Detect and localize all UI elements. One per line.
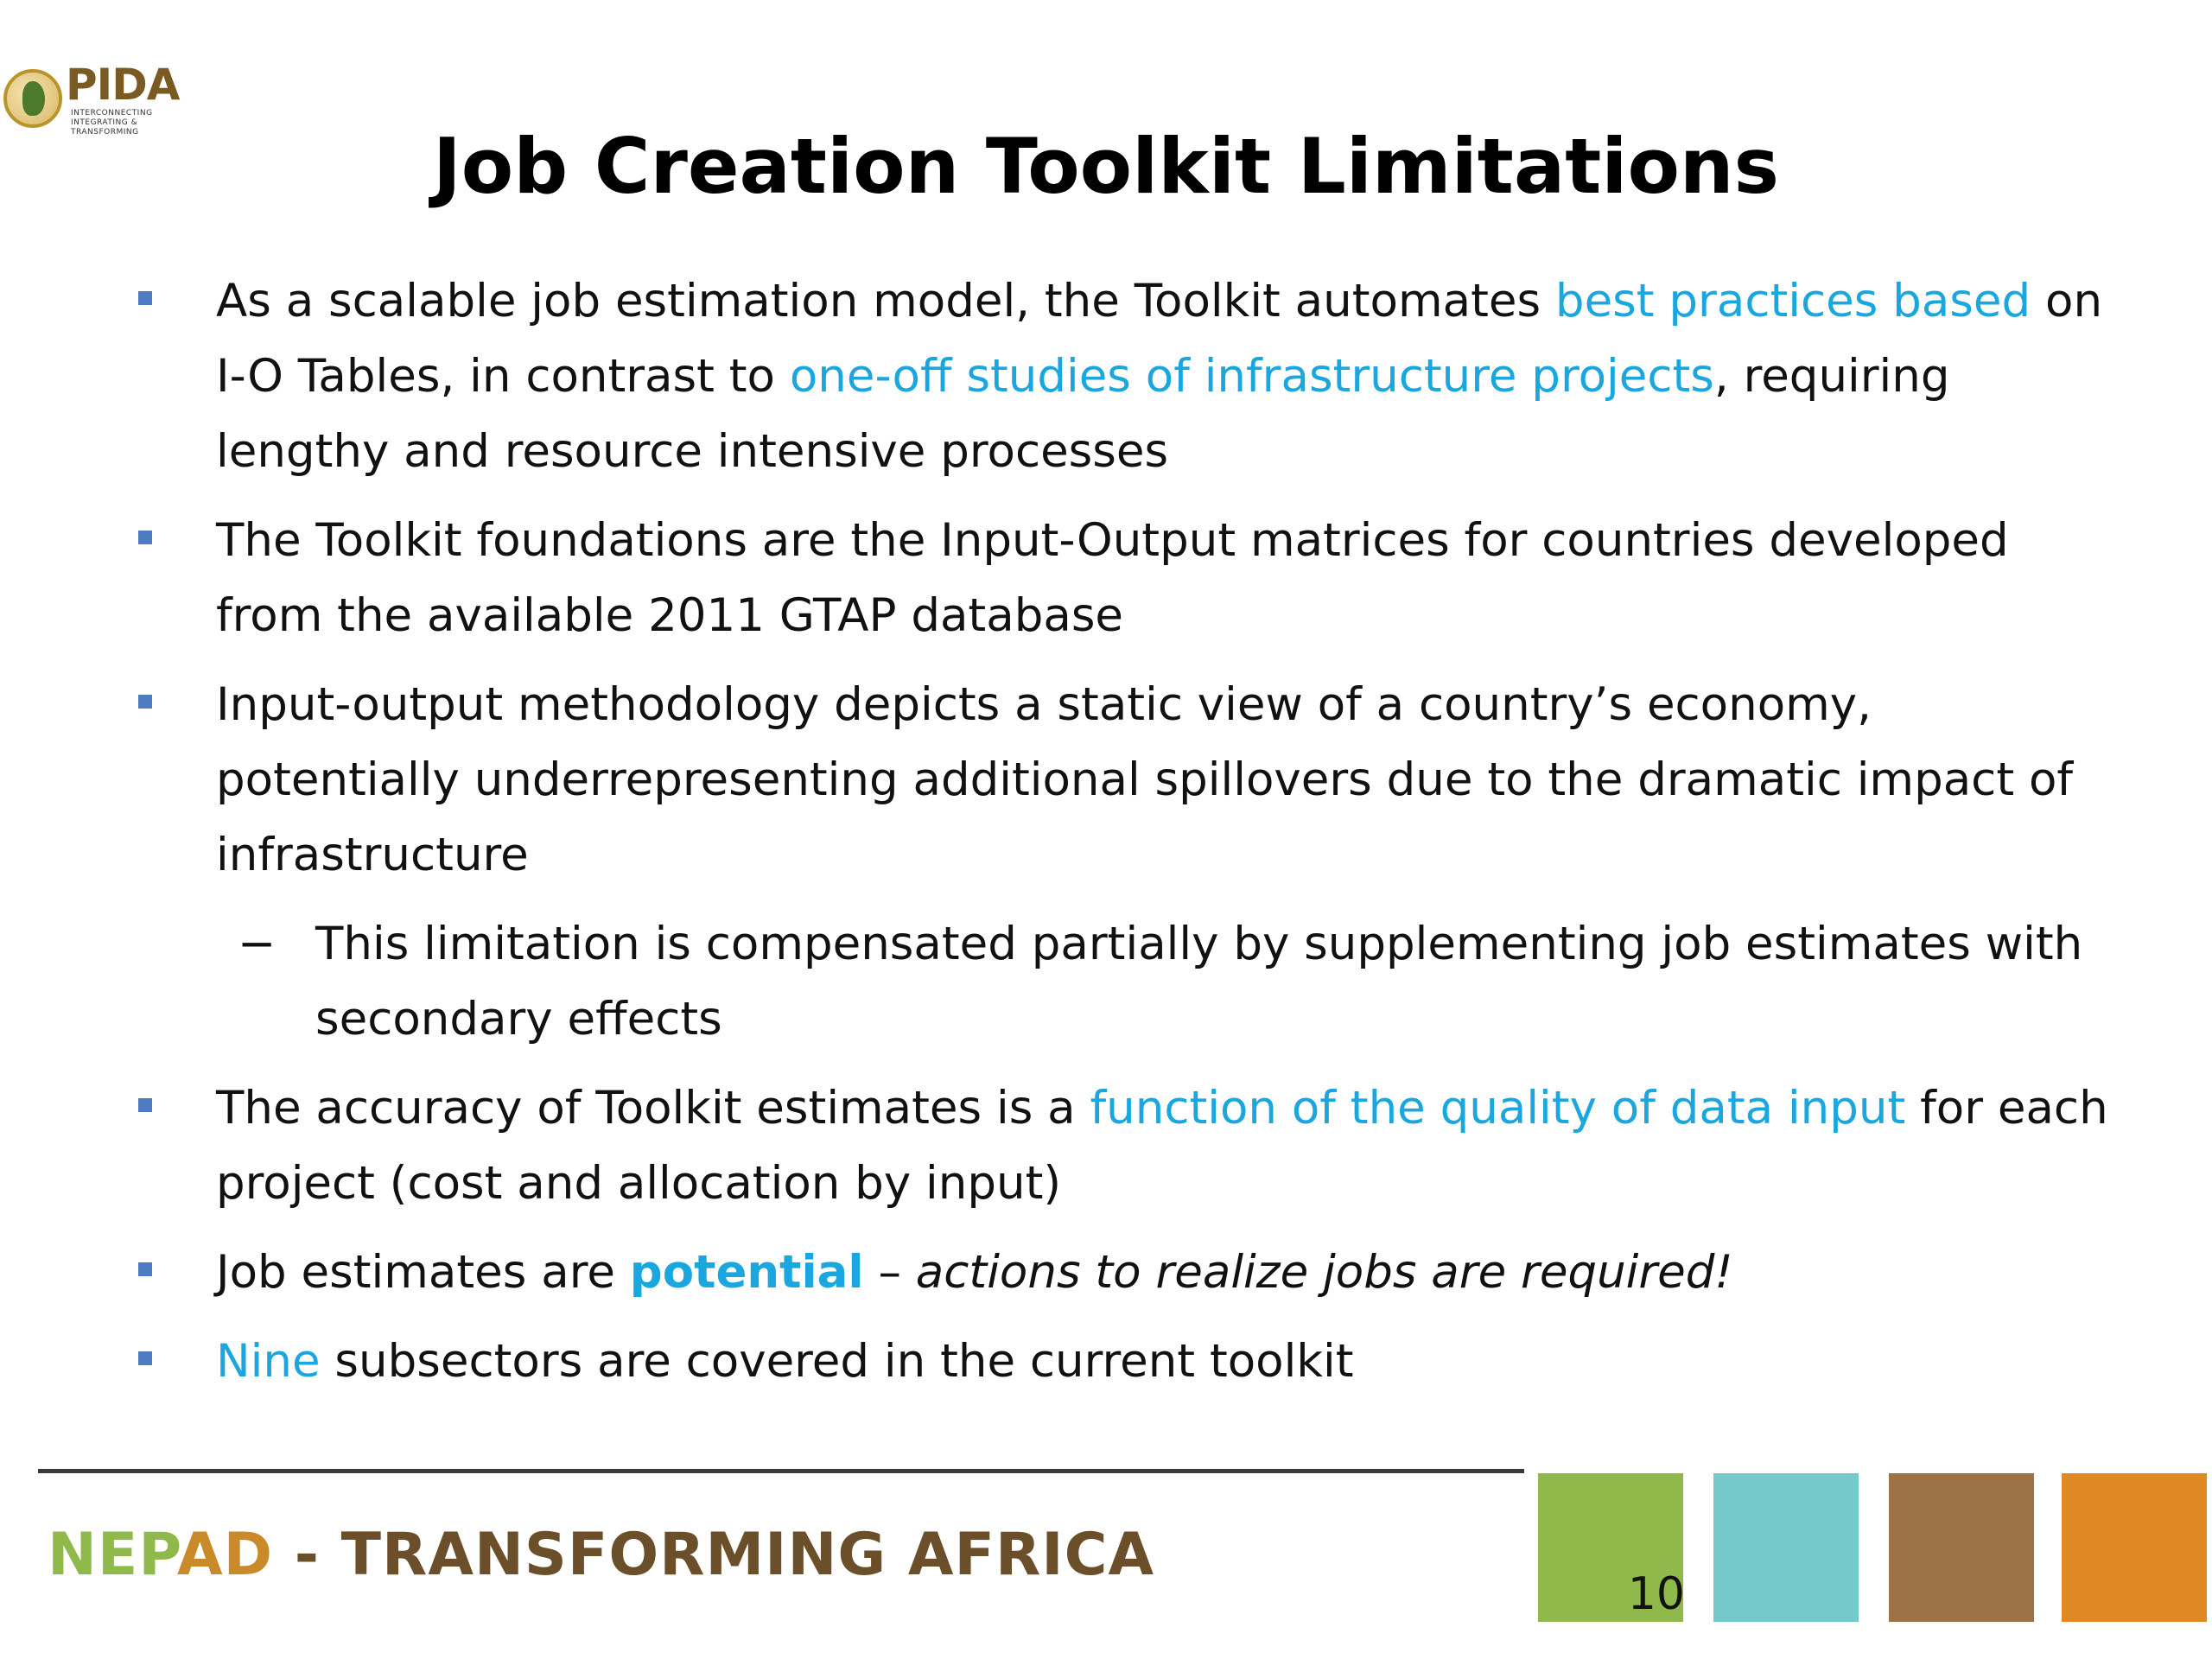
highlighted-text: best practices based (1554, 275, 2031, 327)
bullet-item (130, 503, 2108, 653)
square-bullet-icon (138, 291, 152, 305)
footer-brand-nep: NEP (48, 1521, 177, 1589)
highlighted-text: Nine (216, 1335, 321, 1388)
bullet-text: , requiring lengthy and resource intensive processes (216, 350, 1950, 478)
bullet-list (130, 264, 2108, 1413)
bullet-item (130, 1235, 2108, 1310)
orange-square (2062, 1473, 2207, 1622)
bullet-text: – (863, 1246, 916, 1299)
highlighted-text: function of the quality of data input (1090, 1082, 1906, 1135)
highlighted-bold-text: potential (629, 1246, 864, 1299)
square-bullet-icon (138, 1262, 152, 1276)
teal-square (1713, 1473, 1859, 1622)
slide-title: Job Creation Toolkit Limitations (433, 122, 1779, 211)
square-bullet-icon (138, 531, 152, 544)
square-bullet-icon (138, 695, 152, 709)
bullet-text: The accuracy of Toolkit estimates is a (216, 1082, 1090, 1135)
bullet-text: This limitation is compensated partially by supplementing job estimates with secondary effects (315, 918, 2083, 1046)
square-bullet-icon (138, 1351, 152, 1365)
bullet-text: As a scalable job estimation model, the Toolkit automates (216, 275, 1555, 327)
italic-text: actions to realize jobs are required! (915, 1246, 1733, 1299)
bullet-item (130, 1324, 2108, 1399)
sub-bullet-item (130, 906, 2108, 1057)
bullet-text: Job estimates are (216, 1246, 630, 1299)
logo-tagline: INTERCONNECTING INTEGRATING & TRANSFORMING (71, 109, 153, 137)
footer-brand-ad: AD (176, 1521, 274, 1589)
bullet-text: on I-O Tables, in contrast to (216, 275, 2103, 403)
highlighted-text: one-off studies of infrastructure projects (789, 350, 1714, 403)
footer-divider (38, 1469, 1524, 1473)
bullet-text: subsectors are covered in the current toolkit (320, 1335, 1354, 1388)
bullet-item (130, 264, 2108, 489)
bullet-text: The Toolkit foundations are the Input-Output matrices for countries developed from the available 2011 GTAP database (216, 514, 2009, 642)
footer-brand-tagline: - TRANSFORMING AFRICA (273, 1521, 1155, 1589)
footer-brand (48, 1516, 1154, 1594)
logo-wordmark: PIDA (66, 60, 180, 110)
bullet-text: for each project (cost and allocation by input) (216, 1082, 2108, 1210)
bullet-text: Input-output methodology depicts a static view of a country’s economy, potentially underrepresenting additional spillovers due to the dramatic impact of infrastructure (216, 678, 2074, 881)
dash-bullet-icon: − (238, 918, 276, 970)
bullet-item (130, 1071, 2108, 1221)
brown-square (1889, 1473, 2034, 1622)
square-bullet-icon (138, 1098, 152, 1112)
bullet-item (130, 667, 2108, 893)
page-number: 10 (1627, 1568, 1685, 1620)
